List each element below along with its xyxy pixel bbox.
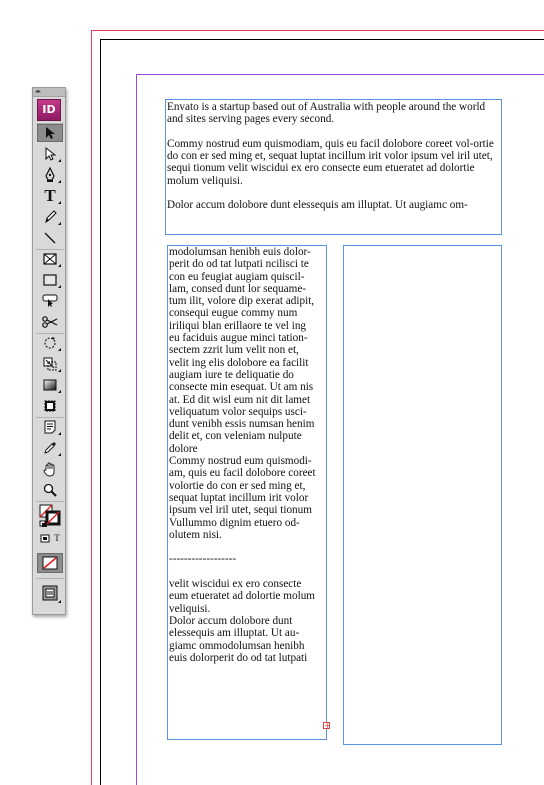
free-transform-tool-icon[interactable] <box>37 334 63 352</box>
rectangle-tool-icon[interactable] <box>37 271 63 289</box>
page-edge-top <box>100 39 544 40</box>
text-frame-top[interactable] <box>165 99 502 235</box>
selection-tool-icon[interactable] <box>37 124 63 142</box>
indesign-logo: ID <box>37 99 61 121</box>
fill-stroke-swatch-icon[interactable] <box>37 503 63 529</box>
view-mode-icon[interactable] <box>37 582 63 604</box>
gradient-feather-tool-icon[interactable] <box>37 397 63 415</box>
tools-panel[interactable] <box>32 87 66 615</box>
eyedropper-tool-icon[interactable] <box>37 439 63 457</box>
page-edge-left <box>100 39 101 785</box>
text-frame-right-column[interactable] <box>343 245 502 745</box>
button-tool-icon[interactable] <box>37 292 63 310</box>
text-frame-left-content[interactable]: modolumsan henibh euis dolor- perit do od tat lutpati ncilisci te con eu feugiat augiam quiscil- lam, consed dunt lor sequame- tum ilit, volore dip exerat adipit, consequi eugue commy num iriliqui blan erillaore te vel ing eu faciduis augue minci tation- sectem zzrit lum velit non et, velit ing elis dolobore ea facilit augiam iure te deliquatie do consecte min esequat. Ut am nis at. Ed dit wisl eum nit dit lamet veliquatum volor sequips usci- dunt venibh essis numsan henim delit et, con veleniam nulpute dolore Commy nostrud eum quismodi- am, quis eu facil dolobore coreet volortie do con er sed ming et, sequat luptat incillum irit volor ipsum vel iril utet, sequi tionum Vullummo dignim etuero od- olutem nisi. ------------------ velit wiscidui ex ero consecte eum etueratet ad dolortie molum veliquisi. Dolor accum dolobore dunt elessequis am illuptat. Ut au- giamc ommodolumsan henibh euis dolorperit do od tat lutpati <box>169 246 316 664</box>
direct-selection-tool-icon[interactable] <box>37 145 63 163</box>
tools-panel-grip[interactable]: ◂▸ <box>33 88 65 97</box>
pen-tool-icon[interactable] <box>37 166 63 184</box>
tools-divider <box>36 578 64 579</box>
formatting-affects-icon[interactable] <box>37 531 63 545</box>
rectangle-frame-tool-icon[interactable] <box>37 250 63 268</box>
overset-text-indicator[interactable]: + <box>324 721 331 730</box>
zoom-tool-icon[interactable] <box>37 481 63 499</box>
type-tool-glyph: T <box>44 186 56 205</box>
pencil-tool-icon[interactable] <box>37 208 63 226</box>
type-tool-icon[interactable] <box>37 187 63 205</box>
formatting-affects-text-glyph: T <box>54 533 60 543</box>
bleed-guide-left <box>91 30 92 785</box>
margin-guide-top <box>136 74 544 75</box>
scale-tool-icon[interactable] <box>37 355 63 373</box>
hand-tool-icon[interactable] <box>37 460 63 478</box>
line-tool-icon[interactable] <box>37 229 63 247</box>
bleed-guide-top <box>91 30 544 31</box>
text-frame-left-column[interactable] <box>167 245 327 740</box>
scissors-tool-icon[interactable] <box>37 313 63 331</box>
apply-none-icon[interactable] <box>37 553 63 573</box>
note-tool-icon[interactable] <box>37 418 63 436</box>
gradient-swatch-tool-icon[interactable] <box>37 376 63 394</box>
tools-divider <box>36 501 64 502</box>
text-frame-top-content[interactable]: Envato is a startup based out of Australia with people around the world and sites serving pages every second. Commy nostrud eum quismodiam, quis eu facil dolobore coreet vol-ortie do con er sed ming et, sequat luptat incillum irit volor ipsum vel iril utet, sequi tionum velit wiscidui ex ero consecte eum etueratet ad dolortie molum veliquisi. Dolor accum dolobore dunt elessequis am illuptat. Ut augiamc om- <box>167 101 494 212</box>
margin-guide-left <box>136 74 137 785</box>
